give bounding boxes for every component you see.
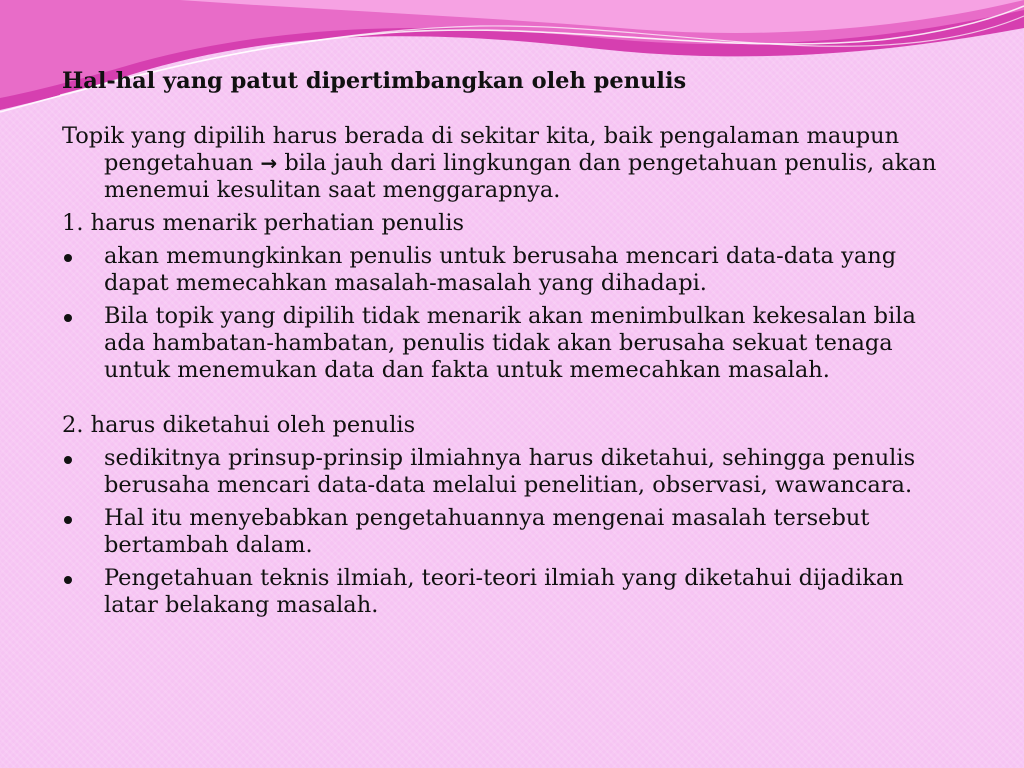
list-item-text: Pengetahuan teknis ilmiah, teori-teori ilmiah yang diketahui dijadikan latar belakang masalah. bbox=[104, 565, 904, 618]
list-item bbox=[62, 445, 962, 499]
list-item bbox=[62, 303, 962, 384]
slide-title: Hal-hal yang patut dipertimbangkan oleh penulis bbox=[62, 68, 687, 94]
bullet-dot-icon bbox=[64, 456, 72, 464]
list-item bbox=[62, 505, 962, 559]
intro-paragraph bbox=[62, 123, 962, 204]
slide-body bbox=[62, 68, 962, 625]
bullet-dot-icon bbox=[64, 576, 72, 584]
list-item-text: Hal itu menyebabkan pengetahuannya mengenai masalah tersebut bertambah dalam. bbox=[104, 505, 870, 558]
bullet-dot-icon bbox=[64, 314, 72, 322]
list-item-text: Bila topik yang dipilih tidak menarik akan menimbulkan kekesalan bila ada hambatan-hambatan, penulis tidak akan berusaha sekuat tenaga untuk menemukan data dan fakta untuk memecahkan masalah. bbox=[104, 303, 916, 383]
bullet-dot-icon bbox=[64, 254, 72, 262]
right-arrow-icon: → bbox=[260, 151, 278, 175]
list-item-text: sedikitnya prinsup-prinsip ilmiahnya harus diketahui, sehingga penulis berusaha mencari data-data melalui penelitian, observasi, wawancara. bbox=[104, 445, 916, 498]
list-item bbox=[62, 565, 962, 619]
list-item-text: akan memungkinkan penulis untuk berusaha mencari data-data yang dapat memecahkan masalah-masalah yang dihadapi. bbox=[104, 243, 897, 296]
section-2-heading: 2. harus diketahui oleh penulis bbox=[62, 412, 416, 438]
section-1-heading: 1. harus menarik perhatian penulis bbox=[62, 210, 465, 236]
intro-text-after-arrow: bila jauh dari lingkungan dan pengetahuan penulis, akan menemui kesulitan saat menggarapnya. bbox=[104, 150, 937, 203]
intro-text-before-arrow: Topik yang dipilih harus berada di sekitar kita, baik pengalaman maupun pengetahuan bbox=[62, 123, 900, 176]
bullet-dot-icon bbox=[64, 516, 72, 524]
list-item bbox=[62, 243, 962, 297]
